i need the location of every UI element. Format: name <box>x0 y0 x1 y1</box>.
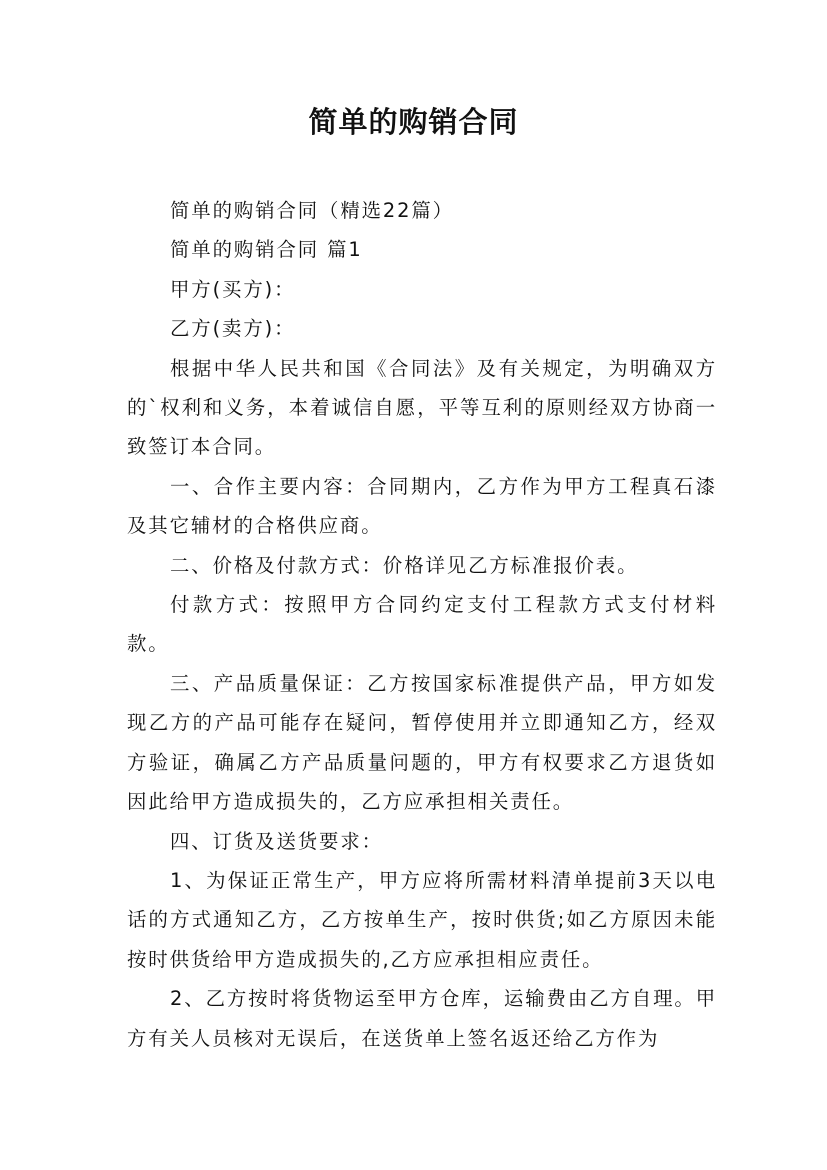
paragraph-preamble: 根据中华人民共和国《合同法》及有关规定，为明确双方的`权利和义务，本着诚信自愿，平等互利的原则经双方协商一致签订本合同。 <box>127 356 717 459</box>
paragraph-clause-4: 四、订货及送货要求： <box>170 829 383 853</box>
paragraph-clause-4-item-2: 2、乙方按时将货物运至甲方仓库，运输费由乙方自理。甲方有关人员核对无误后，在送货单上签名返还给乙方作为 <box>127 987 717 1050</box>
paragraph-clause-2: 二、价格及付款方式：价格详见乙方标准报价表。 <box>170 553 639 577</box>
paragraph-subtitle: 简单的购销合同（精选22篇） <box>170 199 454 222</box>
document-title: 简单的购销合同 <box>308 105 519 139</box>
paragraph-clause-3: 三、产品质量保证：乙方按国家标准提供产品，甲方如发现乙方的产品可能存在疑问，暂停使用并立即通知乙方，经双方验证，确属乙方产品质量问题的，甲方有权要求乙方退货如因此给甲方造成损失的，乙方应承担相关责任。 <box>127 671 717 814</box>
paragraph-party-a: 甲方(买方)： <box>170 277 296 301</box>
paragraph-clause-4-item-1: 1、为保证正常生产，甲方应将所需材料清单提前3天以电话的方式通知乙方，乙方按单生产，按时供货;如乙方原因未能按时供货给甲方造成损失的,乙方应承担相应责任。 <box>127 868 717 971</box>
paragraph-payment-method: 付款方式：按照甲方合同约定支付工程款方式支付材料款。 <box>127 593 717 656</box>
paragraph-section-heading: 简单的购销合同 篇1 <box>170 238 363 262</box>
document-body <box>127 191 717 1058</box>
paragraph-party-b: 乙方(卖方)： <box>170 317 296 341</box>
paragraph-clause-1: 一、合作主要内容：合同期内，乙方作为甲方工程真石漆及其它辅材的合格供应商。 <box>127 474 717 538</box>
